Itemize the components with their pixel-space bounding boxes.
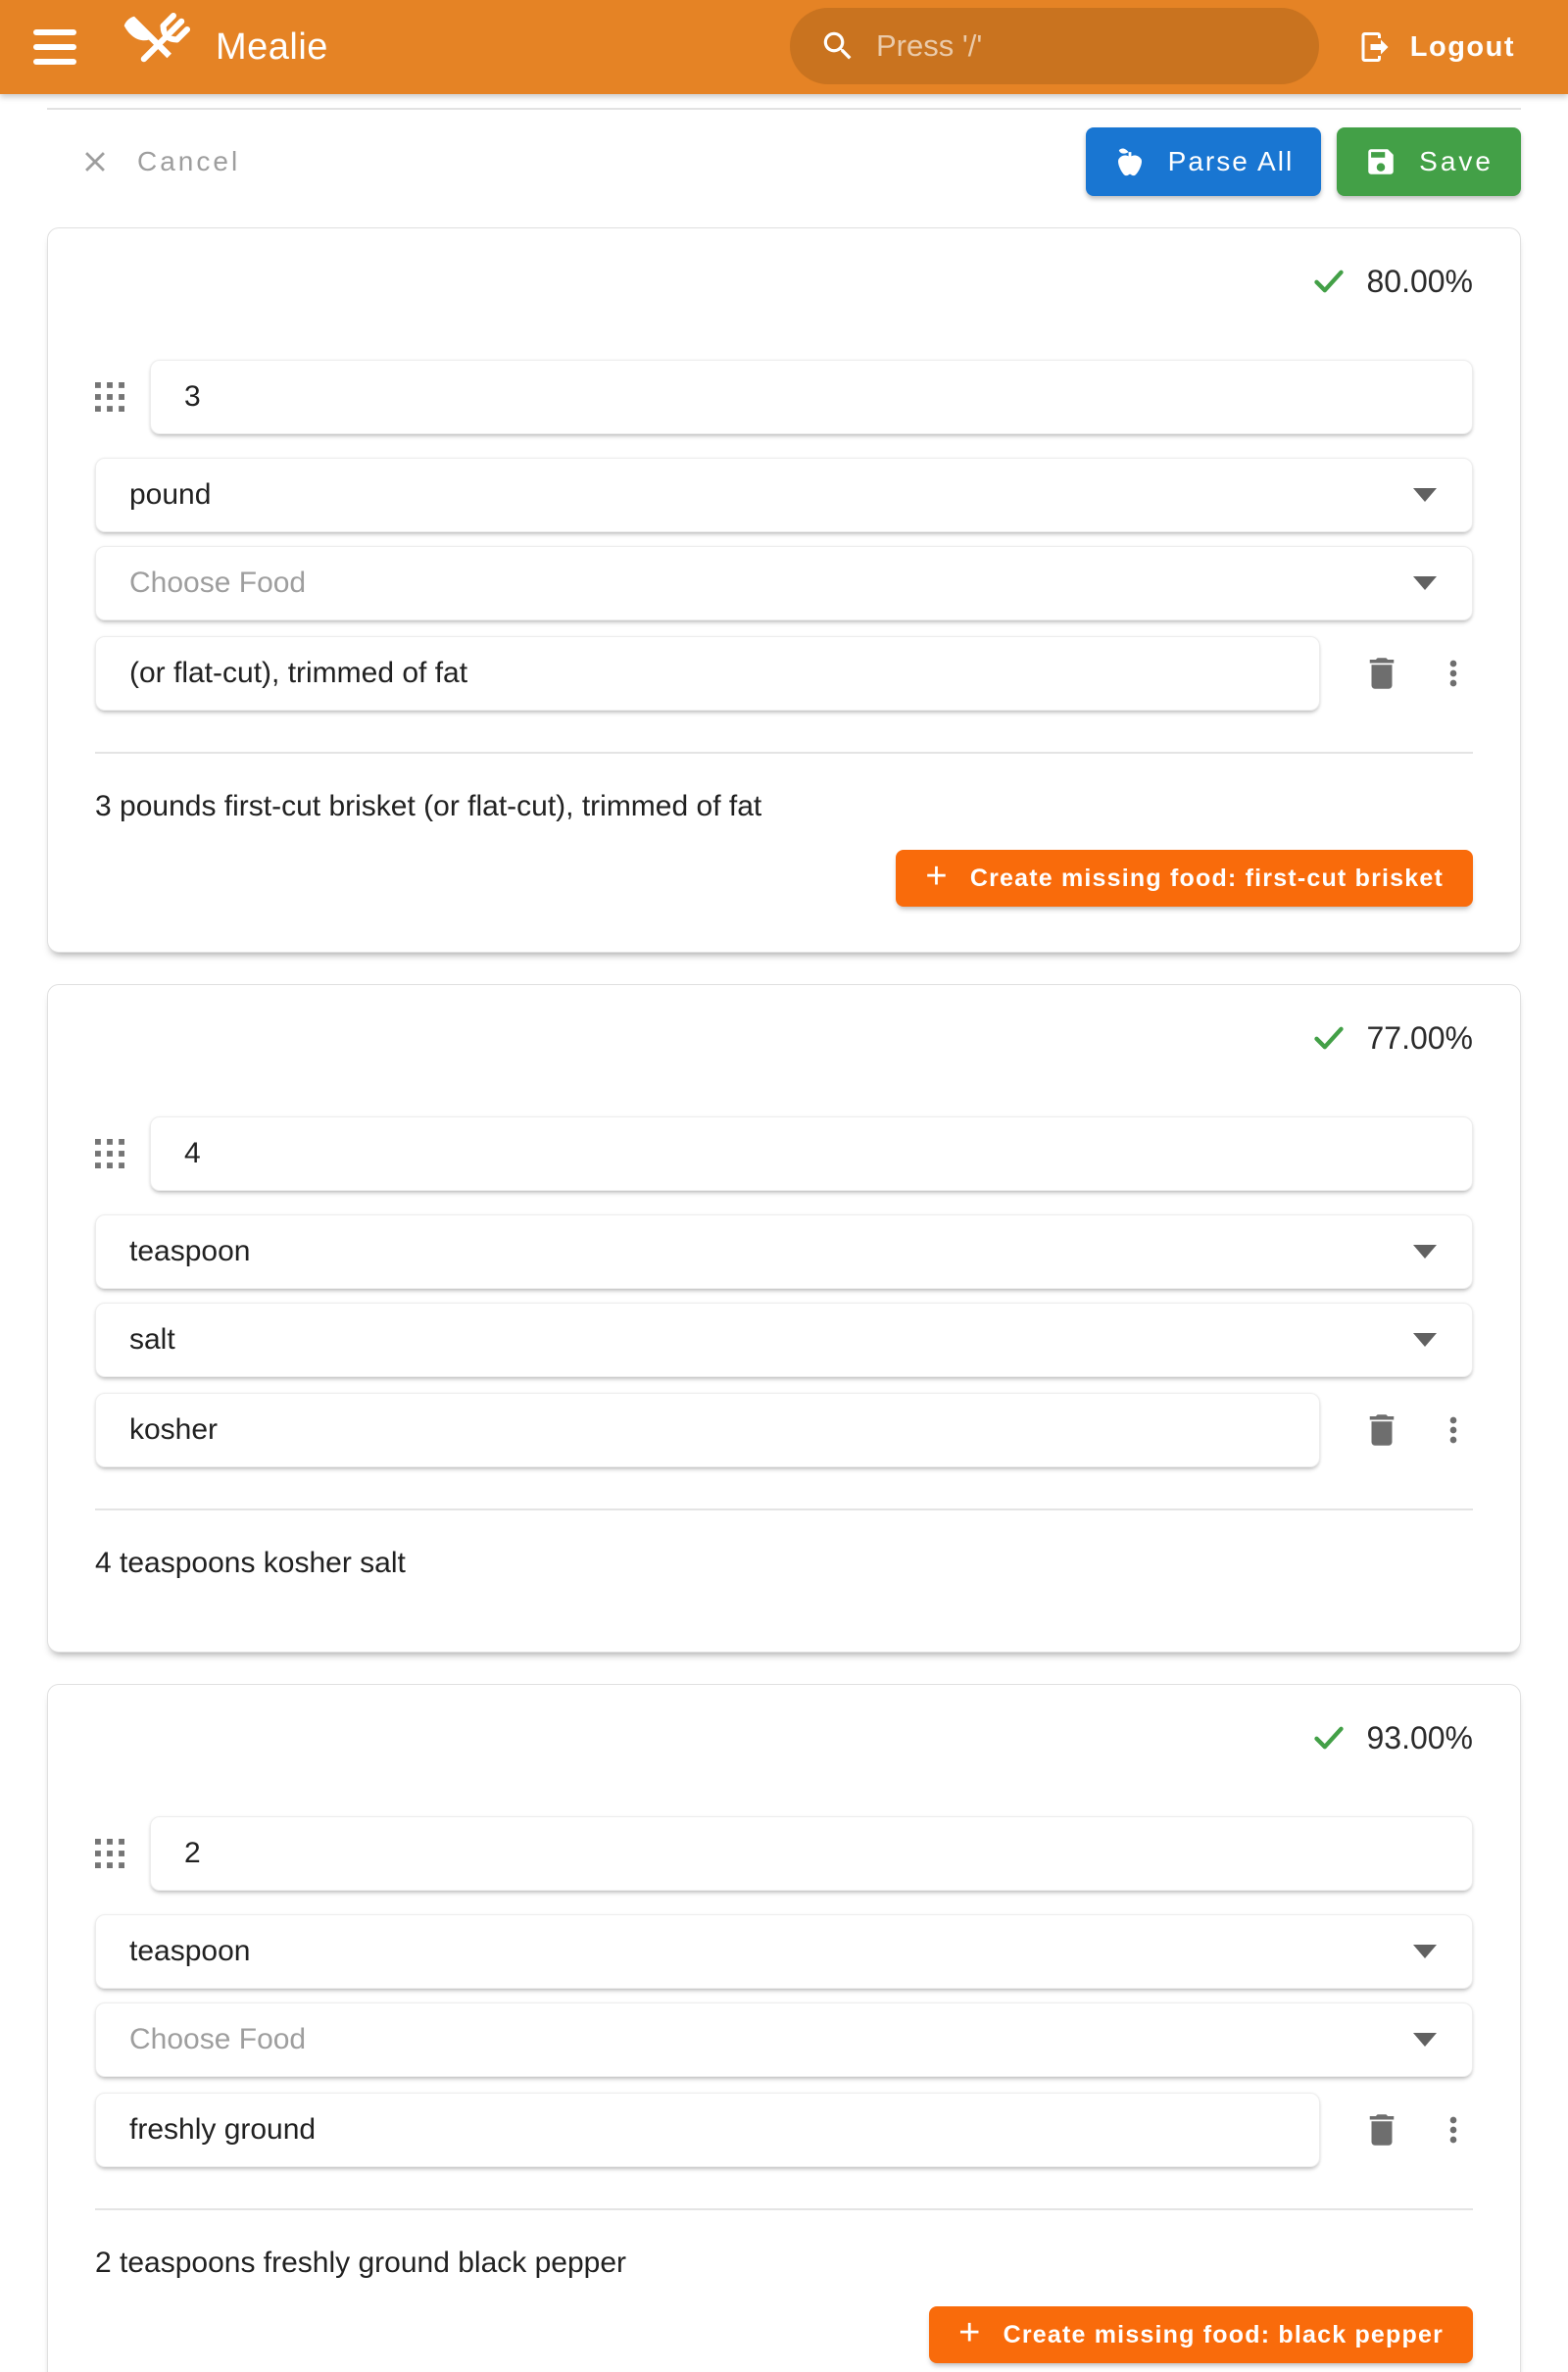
menu-down-icon (1413, 1945, 1437, 1958)
create-missing-food-label: Create missing food: black pepper (1003, 2320, 1444, 2348)
menu-down-icon (1413, 1245, 1437, 1259)
confidence-value: 77.00% (1366, 1019, 1473, 1056)
actions-row (47, 127, 1521, 196)
logout-button[interactable] (1357, 29, 1515, 65)
drag-handle-icon[interactable] (95, 382, 124, 412)
quantity-input[interactable] (184, 1837, 1439, 1870)
note-row (95, 1393, 1473, 1467)
confidence-value: 93.00% (1366, 1719, 1473, 1755)
app-title: Mealie (216, 25, 328, 68)
divider (47, 108, 1521, 110)
divider (95, 2208, 1473, 2210)
divider (95, 752, 1473, 754)
menu-down-icon (1413, 576, 1437, 590)
check-icon (1309, 1018, 1348, 1058)
food-select-value: Choose Food (129, 2023, 307, 2055)
ingredient-card (47, 227, 1521, 953)
unit-select[interactable] (95, 1914, 1473, 1989)
search-input[interactable] (790, 8, 1319, 84)
menu-button[interactable] (33, 29, 76, 65)
create-missing-food-button[interactable] (896, 850, 1473, 907)
confidence-row (95, 262, 1473, 301)
create-missing-food-row (95, 850, 1473, 907)
apple-icon (1113, 145, 1147, 178)
note-field (95, 636, 1320, 711)
save-button[interactable] (1337, 127, 1521, 196)
note-field (95, 1393, 1320, 1467)
note-input[interactable] (129, 2113, 1286, 2147)
app-bar (0, 0, 1568, 94)
unit-select[interactable] (95, 1214, 1473, 1289)
ingredient-card-list (47, 227, 1521, 2372)
delete-button[interactable] (1361, 2109, 1402, 2150)
note-row (95, 2093, 1473, 2167)
check-icon (1309, 262, 1348, 301)
ingredient-card (47, 984, 1521, 1653)
original-ingredient-text: 2 teaspoons freshly ground black pepper (95, 2247, 627, 2279)
confidence-row (95, 1718, 1473, 1757)
quantity-row (95, 1816, 1473, 1891)
food-select[interactable] (95, 1303, 1473, 1377)
more-options-button[interactable] (1434, 1410, 1473, 1450)
confidence-value: 80.00% (1366, 263, 1473, 299)
unit-select-value: pound (129, 478, 212, 511)
original-ingredient-text: 3 pounds first-cut brisket (or flat-cut), trimmed of fat (95, 790, 762, 822)
food-select[interactable] (95, 2002, 1473, 2077)
cancel-label: Cancel (137, 146, 241, 176)
parse-all-button[interactable] (1086, 127, 1322, 196)
hamburger-icon (33, 59, 76, 65)
drag-handle-icon[interactable] (95, 1839, 124, 1868)
quantity-input[interactable] (184, 380, 1439, 414)
note-input[interactable] (129, 1413, 1286, 1447)
unit-select-value: teaspoon (129, 1235, 251, 1267)
quantity-field (150, 1816, 1473, 1891)
create-missing-food-button[interactable] (929, 2306, 1473, 2363)
plus-icon: + (958, 2312, 982, 2353)
unit-select[interactable] (95, 458, 1473, 532)
hamburger-icon (33, 29, 76, 35)
more-options-button[interactable] (1434, 654, 1473, 693)
search-placeholder: Press '/' (876, 28, 983, 63)
quantity-input[interactable] (184, 1137, 1439, 1170)
original-ingredient-text: 4 teaspoons kosher salt (95, 1547, 406, 1579)
delete-button[interactable] (1361, 1409, 1402, 1451)
menu-down-icon (1413, 1333, 1437, 1347)
note-input[interactable] (129, 657, 1286, 690)
ingredient-card (47, 1684, 1521, 2372)
menu-down-icon (1413, 2033, 1437, 2047)
logout-label: Logout (1409, 30, 1515, 63)
delete-button[interactable] (1361, 653, 1402, 694)
cancel-button[interactable] (78, 145, 240, 178)
create-missing-food-label: Create missing food: first-cut brisket (969, 864, 1444, 892)
plus-icon: + (925, 856, 949, 897)
save-label: Save (1419, 146, 1494, 176)
unit-select-value: teaspoon (129, 1935, 251, 1967)
hamburger-icon (33, 44, 76, 50)
menu-down-icon (1413, 488, 1437, 502)
parse-all-label: Parse All (1167, 146, 1295, 176)
logout-icon (1357, 29, 1393, 65)
quantity-field (150, 1116, 1473, 1191)
create-missing-food-row (95, 2306, 1473, 2363)
quantity-row (95, 1116, 1473, 1191)
check-icon (1309, 1718, 1348, 1757)
more-options-button[interactable] (1434, 2110, 1473, 2150)
quantity-row (95, 360, 1473, 434)
save-icon (1364, 145, 1397, 178)
quantity-field (150, 360, 1473, 434)
food-select[interactable] (95, 546, 1473, 620)
confidence-row (95, 1018, 1473, 1058)
note-field (95, 2093, 1320, 2167)
drag-handle-icon[interactable] (95, 1139, 124, 1168)
mealie-logo-icon (122, 13, 190, 81)
close-icon (78, 145, 112, 178)
search-icon (819, 27, 857, 65)
food-select-value: Choose Food (129, 567, 307, 599)
food-select-value: salt (129, 1323, 175, 1356)
divider (95, 1508, 1473, 1510)
note-row (95, 636, 1473, 711)
